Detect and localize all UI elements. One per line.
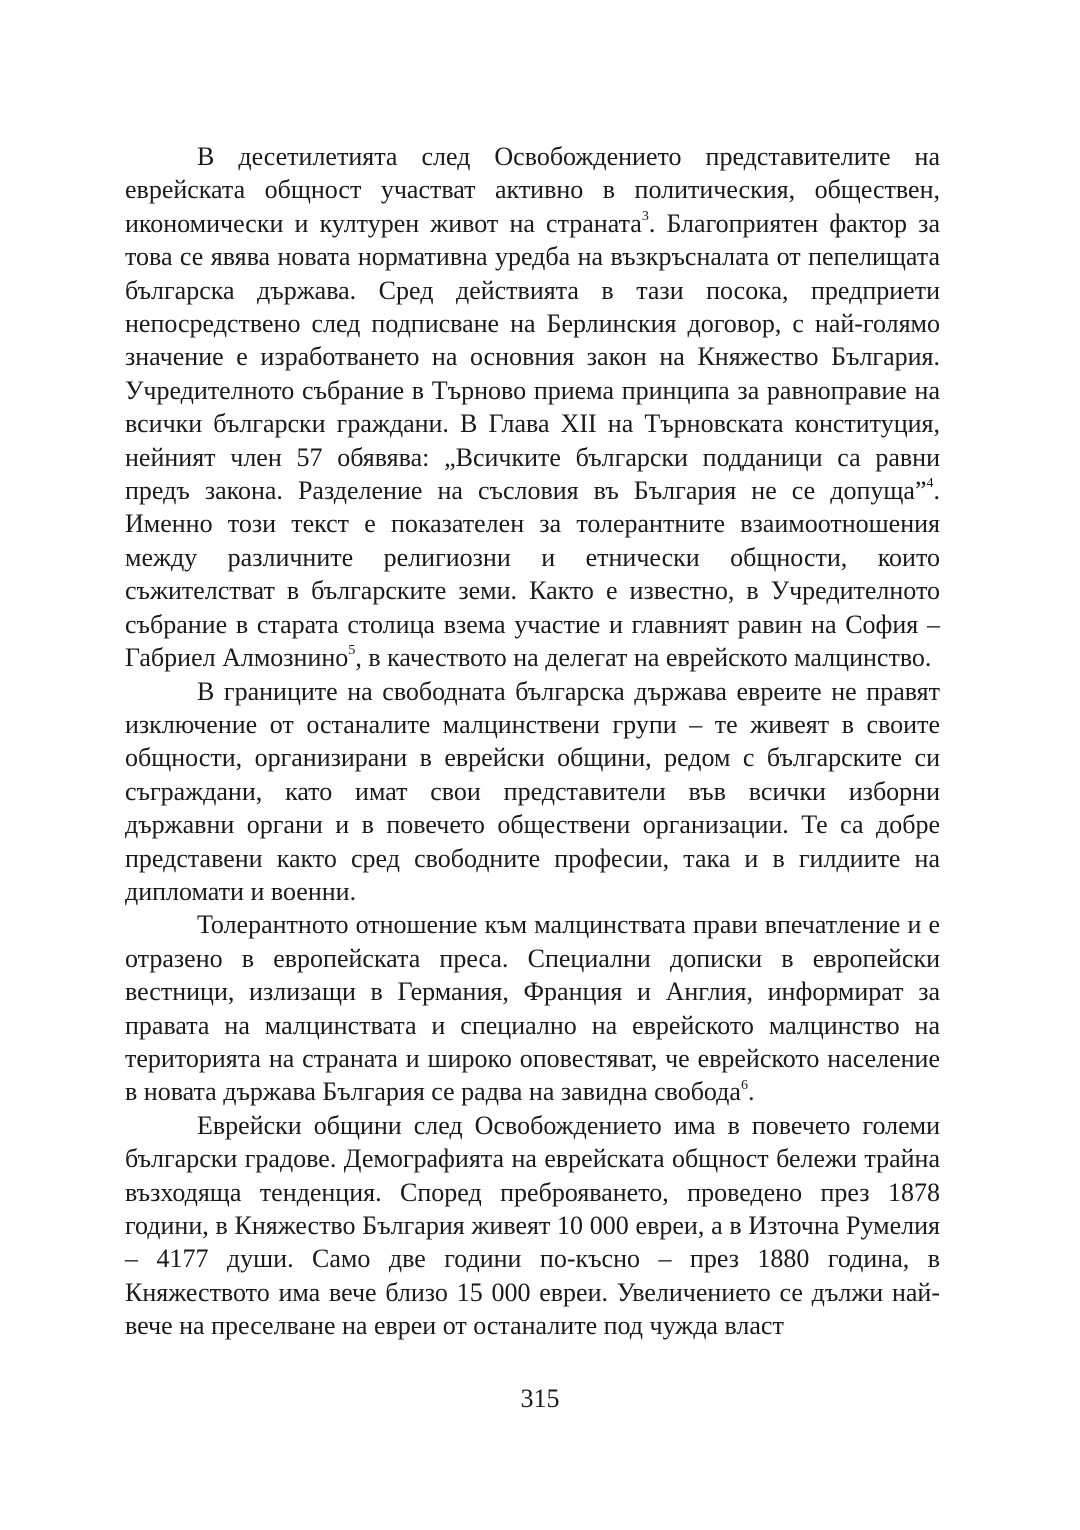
paragraph-text: В десетилетията след Освобождението представителите на еврейската общност участват активно в политическия, обществен, икономически и културен живот на страната <box>125 142 940 238</box>
footnote-ref-3[interactable]: 3 <box>641 209 649 225</box>
paragraph-3 <box>125 908 940 1108</box>
paragraph-text: Толерантното отношение към малцинствата прави впечатление и е отразено в европейската преса. Специални дописки в европейски вестници, излизащи в Германия, Франция и Англия, информират за правата на малцинствата и специално на еврейското малцинство на територията на страната и широко оповестяват, че еврейското население в новата държава България се радва на завидна свобода <box>125 910 940 1107</box>
paragraph-text: В границите на свободната българска държава евреите не правят изключение от останалите малцинствени групи – те живеят в своите общности, организирани в еврейски общини, редом с българските си съграждани, като имат свои представители във всички изборни държавни органи и в повечето обществени организации. Те са добре представени както сред свободните професии, така и в гилдиите на дипломати и военни. <box>125 676 940 906</box>
paragraph-text: . Именно този текст е показателен за толерантните взаимоотношения между различните религиозни и етнически общности, които съжителстват в българските земи. Както е известно, в Учредителното събрание в старата столица взема участие и главният равин на София – Габриел Алмознино <box>125 476 940 673</box>
paragraph-1 <box>125 140 940 675</box>
footnote-ref-6[interactable]: 6 <box>740 1077 748 1093</box>
paragraph-4 <box>125 1109 940 1343</box>
paragraph-text: . Благоприятен фактор за това се явява новата нормативна уредба на възкръсналата от пепелищата българска държава. Сред действията в тази посока, предприети непосредствено след подписване на Берлинския договор, с най-голямо значение е изработването на основния закон на Княжество България. Учредителното събрание в Търново приема принципа за равноправие на всички български граждани. В Глава XII на Търновската конституция, нейният член 57 обявява: „Всичките български подданици са равни предъ закона. Разделение на съсловия въ България не се допуща” <box>125 208 940 506</box>
footnote-ref-5[interactable]: 5 <box>348 643 356 659</box>
paragraph-text: , в качеството на делегат на еврейското малцинство. <box>355 643 932 673</box>
paragraph-2 <box>125 675 940 909</box>
footnote-ref-4[interactable]: 4 <box>926 476 934 492</box>
paragraph-text: . <box>747 1077 755 1107</box>
page-number: 315 <box>520 1384 560 1413</box>
paragraph-text: Еврейски общини след Освобождението има в повечето големи български градове. Демографията на еврейската общност бележи трайна възходяща тенденция. Според преброяването, проведено през 1878 години, в Княжество България живеят 10 000 евреи, а в Източна Румелия – 4177 души. Само две години по-късно – през 1880 година, в Княжеството има вече близо 15 000 евреи. Увеличението се дължи най-вече на преселване на евреи от останалите под чужда власт <box>125 1110 940 1341</box>
page-body <box>125 140 940 1343</box>
